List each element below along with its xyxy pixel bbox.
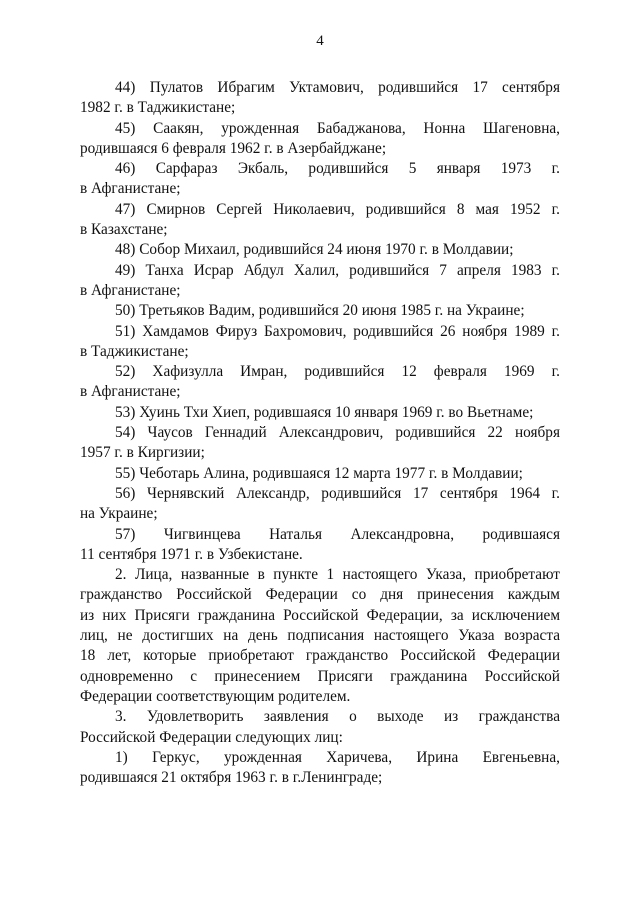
text-line: 2. Лица, названные в пункте 1 настоящего Указа, приобретают [115, 566, 560, 584]
text-line: 1982 г. в Таджикистане; [80, 99, 236, 117]
text-line: в Казахстане; [80, 221, 168, 239]
text-line: из них Присяги гражданина Российской Федерации, за исключением [80, 606, 560, 624]
text-line: одновременно с принесением Присяги гражданина Российской [80, 667, 560, 685]
text-line: родившаяся 6 февраля 1962 г. в Азербайджане; [80, 139, 387, 157]
exit-list-item-1 [80, 748, 560, 789]
list-item-51 [80, 322, 560, 363]
text-line: 53) Хуинь Тхи Хиеп, родившаяся 10 января 1969 г. во Вьетнаме; [115, 403, 534, 421]
list-item-54 [80, 423, 560, 464]
text-line: на Украине; [80, 505, 158, 523]
list-item-45 [80, 119, 560, 160]
list-item-48 [80, 240, 560, 260]
text-line: в Афганистане; [80, 180, 181, 198]
text-line: 48) Собор Михаил, родившийся 24 июня 1970 г. в Молдавии; [115, 241, 514, 259]
text-line: гражданство Российской Федерации со дня принесения каждым [80, 586, 560, 604]
text-line: 45) Саакян, урожденная Бабаджанова, Нонна Шагеновна, [115, 119, 560, 137]
text-line: лиц, не достигших на день подписания настоящего Указа возраста [80, 627, 560, 645]
page-number: 4 [316, 33, 324, 49]
text-line: 44) Пулатов Ибрагим Уктамович, родившийся 17 сентября [115, 79, 560, 96]
text-line: 57) Чигвинцева Наталья Александровна, родившаяся [115, 525, 560, 543]
text-line: в Афганистане; [80, 281, 181, 299]
text-line: 55) Чеботарь Алина, родившаяся 12 марта 1977 г. в Молдавии; [115, 464, 523, 482]
text-line: Федерации соответствующим родителем. [80, 687, 351, 705]
text-line: 54) Чаусов Геннадий Александрович, родившийся 22 ноября [115, 424, 560, 442]
text-line: 49) Танха Исрар Абдул Халил, родившийся 7 апреля 1983 г. [115, 261, 560, 279]
text-line: 52) Хафизулла Имран, родившийся 12 февраля 1969 г. [115, 363, 560, 381]
text-line: 50) Третьяков Вадим, родившийся 20 июня 1985 г. на Украине; [115, 302, 525, 320]
list-item-57 [80, 525, 560, 566]
text-line: в Афганистане; [80, 383, 181, 401]
list-item-56 [80, 484, 560, 525]
list-item-46 [80, 159, 560, 200]
text-line: 11 сентября 1971 г. в Узбекистане. [80, 545, 303, 563]
list-item-52 [80, 362, 560, 403]
text-line: родившаяся 21 октября 1963 г. в г.Ленинграде; [80, 769, 383, 787]
list-item-53 [80, 403, 560, 423]
list-item-49 [80, 261, 560, 302]
text-line: Российской Федерации следующих лиц: [80, 728, 343, 746]
list-item-44 [80, 78, 560, 119]
text-line: 47) Смирнов Сергей Николаевич, родившийся 8 мая 1952 г. [115, 200, 560, 218]
text-line: в Таджикистане; [80, 342, 189, 360]
list-item-50 [80, 301, 560, 321]
list-item-47 [80, 200, 560, 241]
text-line: 3. Удовлетворить заявления о выходе из гражданства [115, 708, 560, 726]
text-line: 51) Хамдамов Фируз Бахромович, родившийся 26 ноября 1989 г. [115, 322, 560, 340]
text-line: 1957 г. в Киргизии; [80, 444, 205, 462]
text-line: 56) Чернявский Александр, родившийся 17 сентября 1964 г. [115, 484, 560, 502]
list-item-55 [80, 464, 560, 484]
text-line: 1) Геркус, урожденная Харичева, Ирина Евгеньевна, [115, 748, 560, 766]
document-body [80, 78, 560, 788]
clause-2 [80, 565, 560, 707]
text-line: 46) Сарфараз Экбаль, родившийся 5 января 1973 г. [115, 160, 560, 178]
text-line: 18 лет, которые приобретают гражданство Российской Федерации [80, 647, 560, 665]
clause-3 [80, 707, 560, 748]
